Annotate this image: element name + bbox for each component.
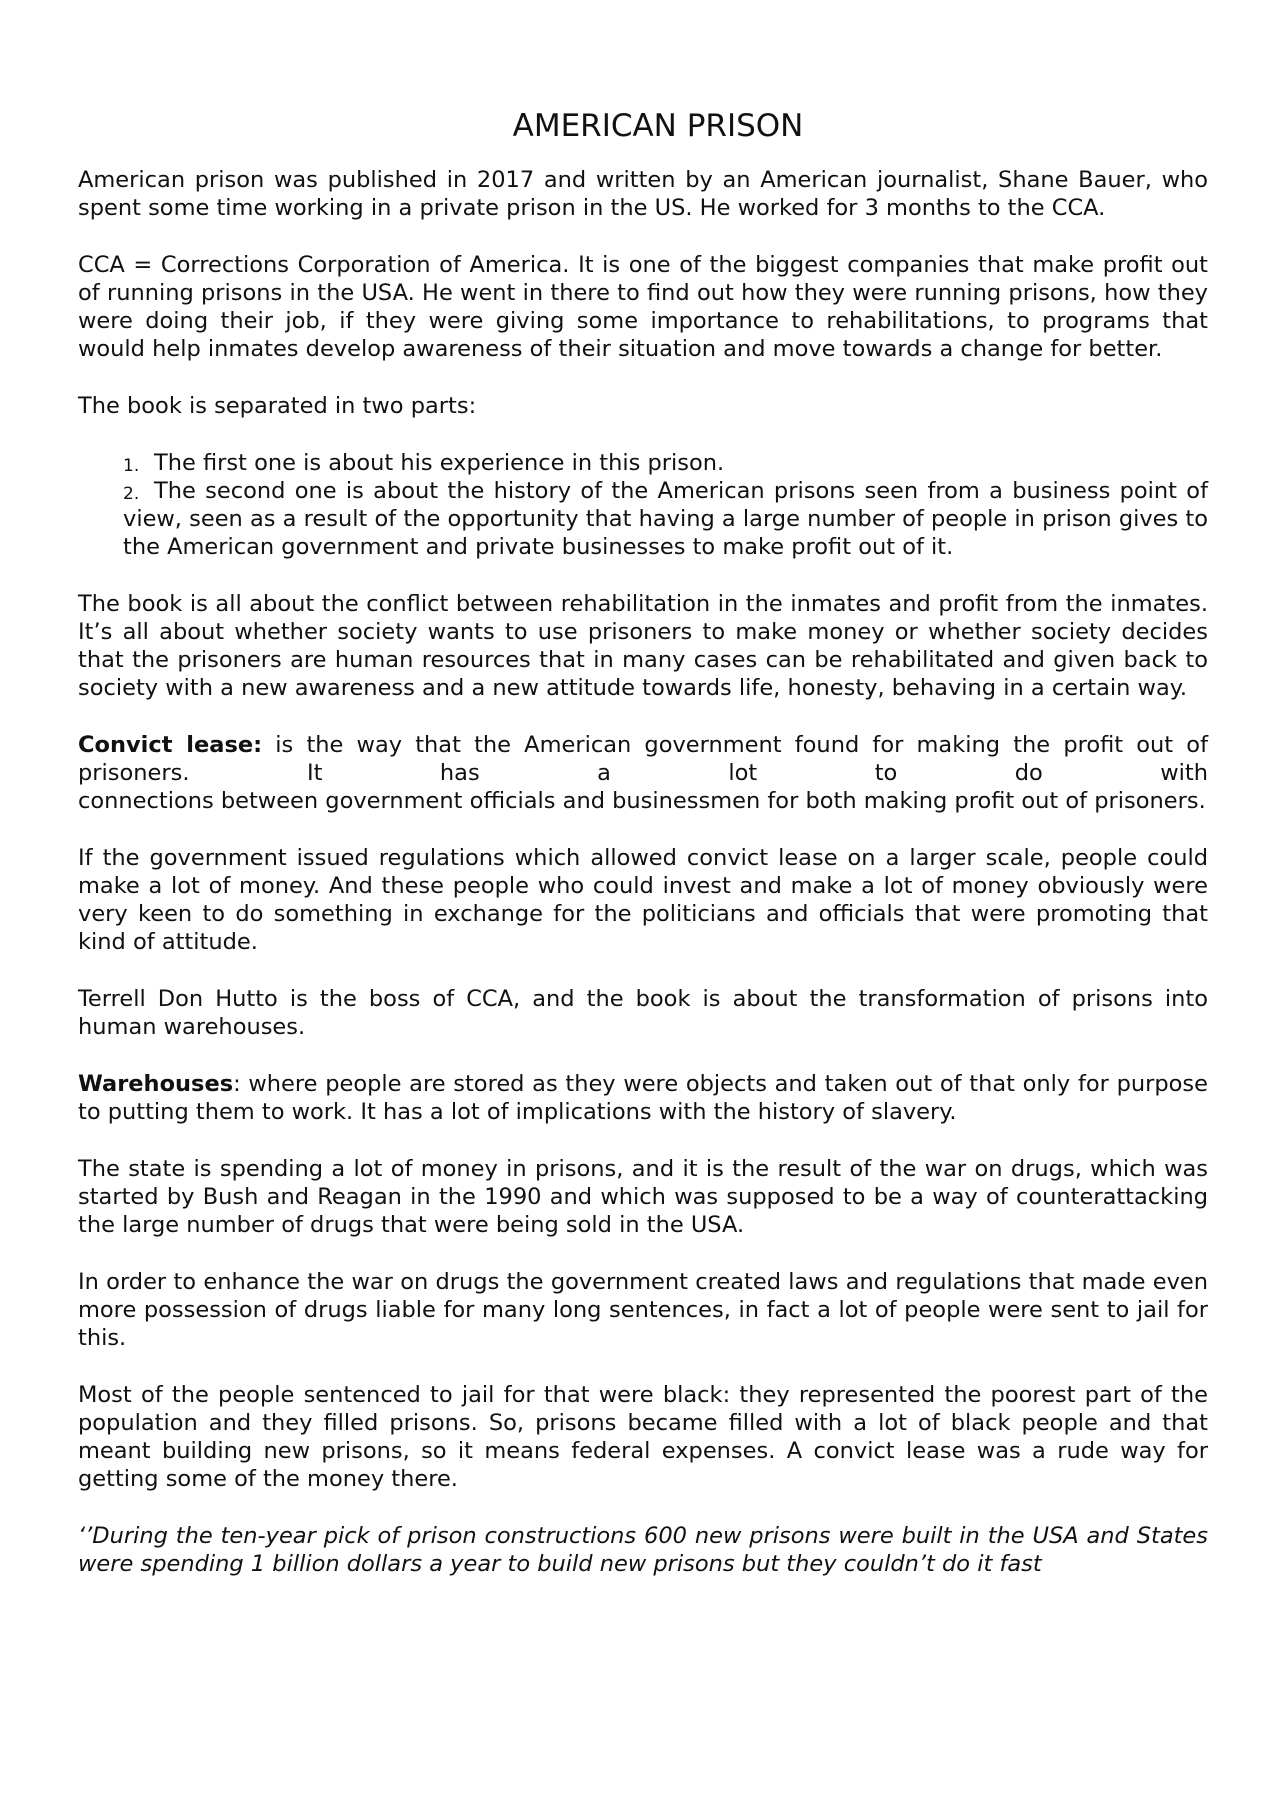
document-title: AMERICAN PRISON <box>512 108 804 144</box>
document-page <box>78 100 1208 1578</box>
paragraph-sentenced: Most of the people sentenced to jail for that were black: they represented the poorest part of the population and they filled prisons. So, prisons became filled with a lot of black people and that meant building new prisons, so it means federal expenses. A convict lease was a rude way for getting some of the money there. <box>78 1382 1208 1492</box>
paragraph-intro: American prison was published in 2017 and written by an American journalist, Shane Bauer, who spent some time working in a private prison in the US. He worked for 3 months to the CCA. <box>78 167 1208 221</box>
convict-lease-term: Convict lease: <box>78 732 263 758</box>
paragraph-conflict: The book is all about the conflict between rehabilitation in the inmates and profit from the inmates. It’s all about whether society wants to use prisoners to make money or whether society decides that the prisoners are human resources that in many cases can be rehabilitated and given back to society with a new awareness and a new attitude towards life, honesty, behaving in a certain way. <box>78 591 1208 701</box>
paragraph-war-on-drugs: The state is spending a lot of money in prisons, and it is the result of the war on drugs, which was started by Bush and Reagan in the 1990 and which was supposed to be a way of counterattacking the large number of drugs that were being sold in the USA. <box>78 1156 1208 1238</box>
list-item <box>78 477 1208 561</box>
convict-lease-rest: connections between government officials and businessmen for both making profit out of prisoners. <box>78 788 1206 814</box>
list-number: 2. <box>123 484 140 504</box>
paragraph-hutto: Terrell Don Hutto is the boss of CCA, and the book is about the transformation of prisons into human warehouses. <box>78 986 1208 1040</box>
paragraph-laws: In order to enhance the war on drugs the government created laws and regulations that made even more possession of drugs liable for many long sentences, in fact a lot of people were sent to jail for this. <box>78 1269 1208 1351</box>
numbered-list <box>78 449 1208 561</box>
list-item-text: The first one is about his experience in this prison. <box>154 450 725 476</box>
convict-lease-line1: is the way that the American government found for making the profit out of prisoners. It has a lot to do with <box>78 732 1208 786</box>
warehouses-definition: : where people are stored as they were objects and taken out of that only for purpose to putting them to work. It has a lot of implications with the history of slavery. <box>78 1071 1208 1125</box>
paragraph-convict-lease <box>78 731 1208 815</box>
convict-lease-first-lines <box>78 731 1208 787</box>
list-number: 1. <box>123 456 140 476</box>
warehouses-term: Warehouses <box>78 1071 234 1097</box>
list-item <box>78 449 1208 477</box>
paragraph-warehouses <box>78 1070 1208 1126</box>
paragraph-cca: CCA = Corrections Corporation of America. It is one of the biggest companies that make profit out of running prisons in the USA. He went in there to find out how they were running prisons, how they were doing their job, if they were giving some importance to rehabilitations, to programs that would help inmates develop awareness of their situation and move towards a change for better. <box>78 252 1208 362</box>
paragraph-regulations: If the government issued regulations which allowed convict lease on a larger scale, people could make a lot of money. And these people who could invest and make a lot of money obviously were very keen to do something in exchange for the politicians and officials that were promoting that kind of attitude. <box>78 845 1208 955</box>
list-item-text: The second one is about the history of the American prisons seen from a business point of view, seen as a result of the opportunity that having a large number of people in prison gives to the American government and private businesses to make profit out of it. <box>123 478 1208 560</box>
quote-paragraph: ‘’During the ten-year pick of prison constructions 600 new prisons were built in the USA and States were spending 1 billion dollars a year to build new prisons but they couldn’t do it fast <box>78 1523 1208 1577</box>
paragraph-book-parts: The book is separated in two parts: <box>78 393 477 419</box>
